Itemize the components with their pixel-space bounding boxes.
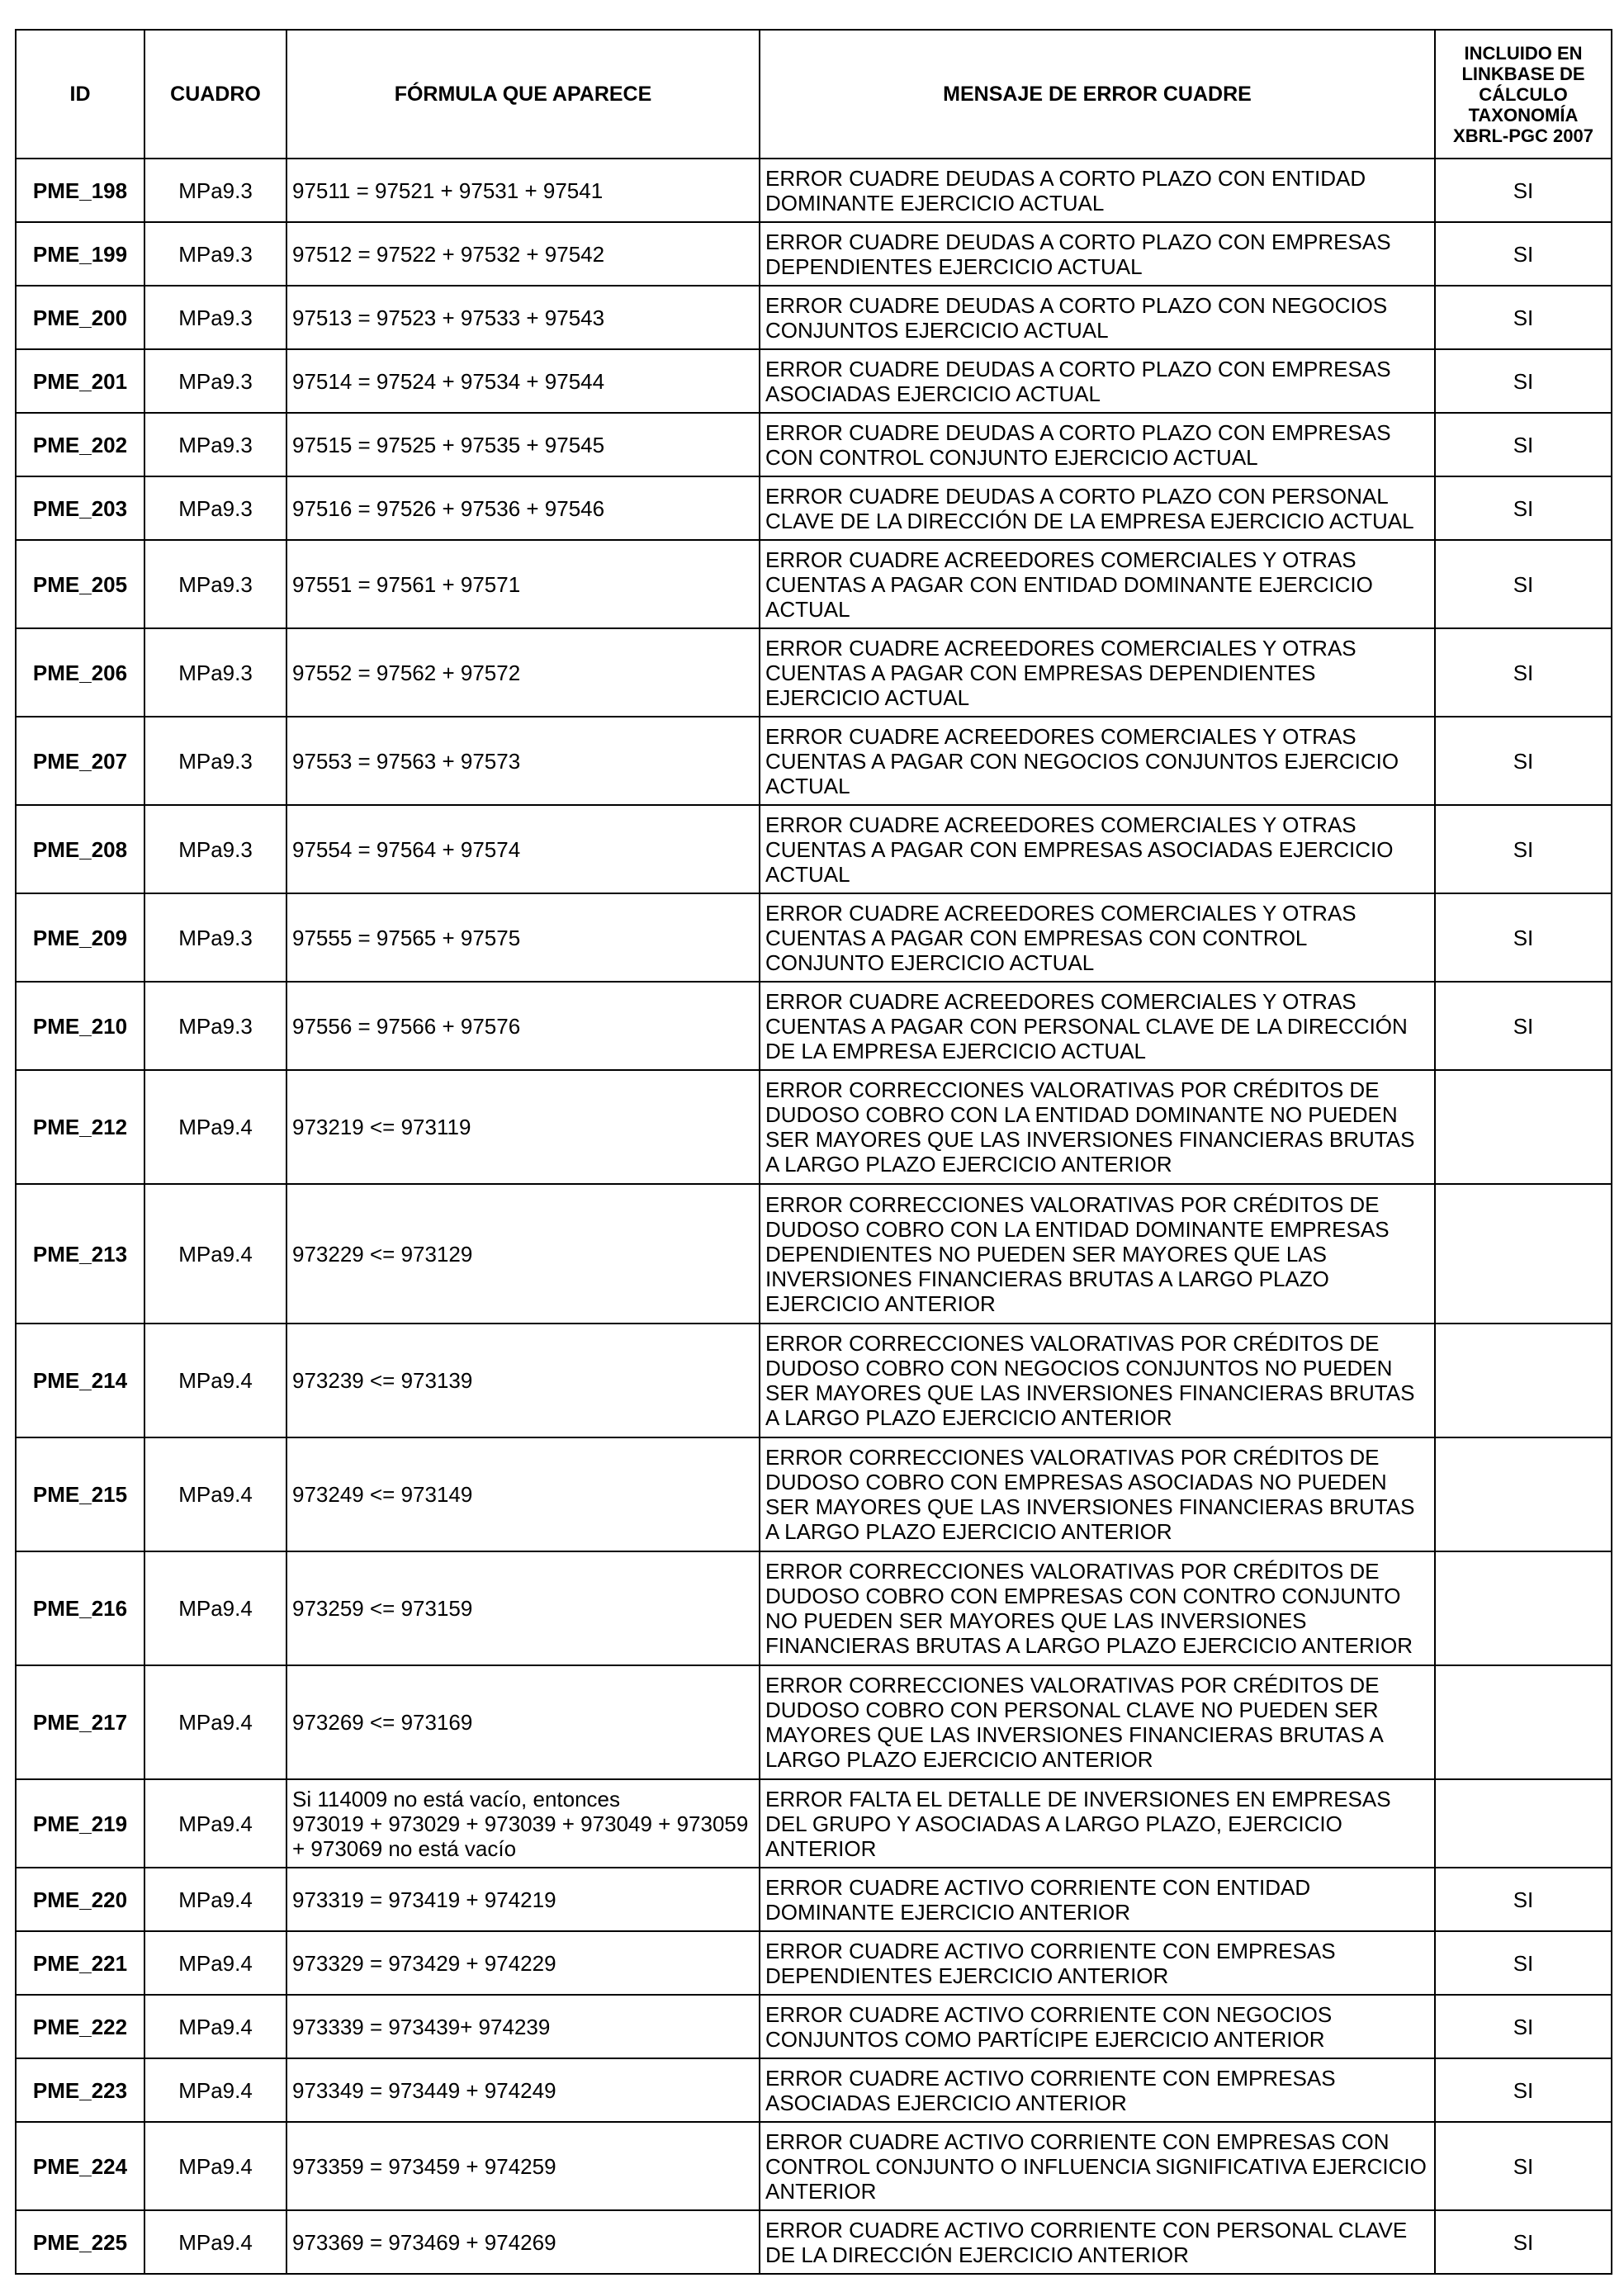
rule-error-message: ERROR CUADRE ACTIVO CORRIENTE CON ENTIDAD DOMINANTE EJERCICIO ANTERIOR <box>760 1868 1435 1931</box>
rule-included-flag: SI <box>1435 1995 1612 2058</box>
rule-error-message: ERROR CUADRE ACREEDORES COMERCIALES Y OTRAS CUENTAS A PAGAR CON EMPRESAS DEPENDIENTES EJERCICIO ACTUAL <box>760 628 1435 717</box>
formula-line: 97551 = 97561 + 97571 <box>292 571 521 597</box>
formula-line: 97553 = 97563 + 97573 <box>292 748 521 774</box>
rule-formula <box>286 1437 760 1551</box>
rule-included-flag: SI <box>1435 413 1612 476</box>
rule-included-flag: SI <box>1435 222 1612 286</box>
formula-line: 97512 = 97522 + 97532 + 97542 <box>292 241 605 267</box>
rule-formula <box>286 286 760 349</box>
rule-cuadro: MPa9.3 <box>144 222 286 286</box>
header-incluido: INCLUIDO EN LINKBASE DE CÁLCULO TAXONOMÍA XBRL-PGC 2007 <box>1435 30 1612 159</box>
rule-included-flag: SI <box>1435 2122 1612 2210</box>
rule-id: PME_224 <box>16 2122 144 2210</box>
header-cuadro: CUADRO <box>144 30 286 159</box>
rule-id: PME_215 <box>16 1437 144 1551</box>
rule-formula <box>286 2210 760 2274</box>
rule-error-message: ERROR CORRECCIONES VALORATIVAS POR CRÉDITOS DE DUDOSO COBRO CON NEGOCIOS CONJUNTOS NO PUEDEN SER MAYORES QUE LAS INVERSIONES FINANCIERAS BRUTAS A LARGO PLAZO EJERCICIO ANTERIOR <box>760 1324 1435 1437</box>
rule-formula <box>286 628 760 717</box>
rule-included-flag <box>1435 1437 1612 1551</box>
rule-formula <box>286 1868 760 1931</box>
table-row <box>16 2058 1612 2122</box>
rule-formula <box>286 1931 760 1995</box>
rule-cuadro: MPa9.4 <box>144 1995 286 2058</box>
formula-line: 973019 + 973029 + 973039 + 973049 + 973059 + 973069 no está vacío <box>292 1811 749 1861</box>
rule-formula <box>286 1070 760 1184</box>
rule-id: PME_223 <box>16 2058 144 2122</box>
rule-id: PME_202 <box>16 413 144 476</box>
rule-error-message: ERROR CUADRE ACREEDORES COMERCIALES Y OTRAS CUENTAS A PAGAR CON EMPRESAS CON CONTROL CONJUNTO EJERCICIO ACTUAL <box>760 893 1435 982</box>
formula-line: 973319 = 973419 + 974219 <box>292 1887 556 1912</box>
rule-cuadro: MPa9.3 <box>144 476 286 540</box>
formula-line: 973249 <= 973149 <box>292 1482 473 1507</box>
header-mensaje: MENSAJE DE ERROR CUADRE <box>760 30 1435 159</box>
rule-formula <box>286 805 760 893</box>
rule-included-flag <box>1435 1551 1612 1665</box>
rule-formula <box>286 159 760 222</box>
rule-included-flag: SI <box>1435 893 1612 982</box>
rule-cuadro: MPa9.4 <box>144 1931 286 1995</box>
rule-cuadro: MPa9.3 <box>144 286 286 349</box>
rule-cuadro: MPa9.3 <box>144 540 286 628</box>
rule-id: PME_203 <box>16 476 144 540</box>
rule-formula <box>286 476 760 540</box>
formula-line: 973359 = 973459 + 974259 <box>292 2153 556 2179</box>
formula-line: 973259 <= 973159 <box>292 1596 473 1621</box>
rule-cuadro: MPa9.4 <box>144 2058 286 2122</box>
rule-id: PME_199 <box>16 222 144 286</box>
table-row <box>16 540 1612 628</box>
rule-error-message: ERROR CUADRE ACTIVO CORRIENTE CON EMPRESAS ASOCIADAS EJERCICIO ANTERIOR <box>760 2058 1435 2122</box>
rule-error-message: ERROR CUADRE DEUDAS A CORTO PLAZO CON NEGOCIOS CONJUNTOS EJERCICIO ACTUAL <box>760 286 1435 349</box>
rule-id: PME_198 <box>16 159 144 222</box>
rule-included-flag: SI <box>1435 2210 1612 2274</box>
rule-cuadro: MPa9.3 <box>144 982 286 1070</box>
rule-cuadro: MPa9.4 <box>144 1324 286 1437</box>
rule-id: PME_214 <box>16 1324 144 1437</box>
rule-formula <box>286 222 760 286</box>
rule-formula <box>286 893 760 982</box>
rule-cuadro: MPa9.4 <box>144 1868 286 1931</box>
rule-error-message: ERROR CUADRE DEUDAS A CORTO PLAZO CON PERSONAL CLAVE DE LA DIRECCIÓN DE LA EMPRESA EJERCICIO ACTUAL <box>760 476 1435 540</box>
rule-cuadro: MPa9.4 <box>144 2122 286 2210</box>
table-row <box>16 628 1612 717</box>
rule-formula <box>286 413 760 476</box>
rule-error-message: ERROR CORRECCIONES VALORATIVAS POR CRÉDITOS DE DUDOSO COBRO CON EMPRESAS CON CONTRO CONJUNTO NO PUEDEN SER MAYORES QUE LAS INVERSIONES FINANCIERAS BRUTAS A LARGO PLAZO EJERCICIO ANTERIOR <box>760 1551 1435 1665</box>
rule-cuadro: MPa9.4 <box>144 1070 286 1184</box>
table-row <box>16 1868 1612 1931</box>
table-row <box>16 717 1612 805</box>
rule-cuadro: MPa9.3 <box>144 893 286 982</box>
formula-line: 973329 = 973429 + 974229 <box>292 1950 556 1976</box>
table-row <box>16 1665 1612 1779</box>
rule-id: PME_213 <box>16 1184 144 1324</box>
table-row <box>16 805 1612 893</box>
rule-error-message: ERROR CUADRE ACTIVO CORRIENTE CON EMPRESAS CON CONTROL CONJUNTO O INFLUENCIA SIGNIFICATIVA EJERCICIO ANTERIOR <box>760 2122 1435 2210</box>
rule-included-flag: SI <box>1435 349 1612 413</box>
rule-error-message: ERROR CUADRE DEUDAS A CORTO PLAZO CON EMPRESAS ASOCIADAS EJERCICIO ACTUAL <box>760 349 1435 413</box>
formula-line: 97511 = 97521 + 97531 + 97541 <box>292 178 604 203</box>
rule-id: PME_205 <box>16 540 144 628</box>
table-row <box>16 893 1612 982</box>
rule-formula <box>286 982 760 1070</box>
rule-id: PME_208 <box>16 805 144 893</box>
rule-error-message: ERROR CUADRE ACTIVO CORRIENTE CON NEGOCIOS CONJUNTOS COMO PARTÍCIPE EJERCICIO ANTERIOR <box>760 1995 1435 2058</box>
formula-line: 97516 = 97526 + 97536 + 97546 <box>292 495 605 521</box>
rule-cuadro: MPa9.3 <box>144 805 286 893</box>
rule-id: PME_216 <box>16 1551 144 1665</box>
rule-included-flag: SI <box>1435 717 1612 805</box>
table-row <box>16 476 1612 540</box>
table-row <box>16 2122 1612 2210</box>
rule-included-flag: SI <box>1435 1868 1612 1931</box>
table-row <box>16 349 1612 413</box>
rule-cuadro: MPa9.3 <box>144 349 286 413</box>
rule-cuadro: MPa9.4 <box>144 1551 286 1665</box>
rule-error-message: ERROR CUADRE ACREEDORES COMERCIALES Y OTRAS CUENTAS A PAGAR CON NEGOCIOS CONJUNTOS EJERCICIO ACTUAL <box>760 717 1435 805</box>
formula-line: 97514 = 97524 + 97534 + 97544 <box>292 368 605 394</box>
rule-cuadro: MPa9.4 <box>144 1184 286 1324</box>
header-row <box>16 30 1612 159</box>
formula-line: 973369 = 973469 + 974269 <box>292 2229 556 2255</box>
rule-error-message: ERROR FALTA EL DETALLE DE INVERSIONES EN EMPRESAS DEL GRUPO Y ASOCIADAS A LARGO PLAZO, EJERCICIO ANTERIOR <box>760 1779 1435 1868</box>
rule-cuadro: MPa9.3 <box>144 413 286 476</box>
formula-line: 973229 <= 973129 <box>292 1241 473 1267</box>
table-row <box>16 1070 1612 1184</box>
rule-error-message: ERROR CUADRE DEUDAS A CORTO PLAZO CON EMPRESAS DEPENDIENTES EJERCICIO ACTUAL <box>760 222 1435 286</box>
rule-cuadro: MPa9.4 <box>144 2210 286 2274</box>
header-formula: FÓRMULA QUE APARECE <box>286 30 760 159</box>
rule-included-flag: SI <box>1435 805 1612 893</box>
formula-line: 97555 = 97565 + 97575 <box>292 925 521 950</box>
rule-included-flag: SI <box>1435 159 1612 222</box>
formula-line: 97513 = 97523 + 97533 + 97543 <box>292 305 605 330</box>
rule-error-message: ERROR CORRECCIONES VALORATIVAS POR CRÉDITOS DE DUDOSO COBRO CON PERSONAL CLAVE NO PUEDEN SER MAYORES QUE LAS INVERSIONES FINANCIERAS BRUTAS A LARGO PLAZO EJERCICIO ANTERIOR <box>760 1665 1435 1779</box>
table-row <box>16 413 1612 476</box>
rule-formula <box>286 540 760 628</box>
rule-id: PME_225 <box>16 2210 144 2274</box>
formula-line: 97552 = 97562 + 97572 <box>292 660 521 685</box>
rule-error-message: ERROR CUADRE ACREEDORES COMERCIALES Y OTRAS CUENTAS A PAGAR CON PERSONAL CLAVE DE LA DIRECCIÓN DE LA EMPRESA EJERCICIO ACTUAL <box>760 982 1435 1070</box>
rule-included-flag: SI <box>1435 286 1612 349</box>
header-id: ID <box>16 30 144 159</box>
rule-cuadro: MPa9.3 <box>144 717 286 805</box>
rule-cuadro: MPa9.4 <box>144 1665 286 1779</box>
rule-included-flag: SI <box>1435 982 1612 1070</box>
table-row <box>16 1779 1612 1868</box>
formula-line: 97515 = 97525 + 97535 + 97545 <box>292 432 605 457</box>
rule-error-message: ERROR CUADRE ACTIVO CORRIENTE CON EMPRESAS DEPENDIENTES EJERCICIO ANTERIOR <box>760 1931 1435 1995</box>
rule-id: PME_219 <box>16 1779 144 1868</box>
rule-formula <box>286 717 760 805</box>
formula-line: 973269 <= 973169 <box>292 1710 473 1735</box>
rule-included-flag <box>1435 1070 1612 1184</box>
table-row <box>16 1995 1612 2058</box>
rule-error-message: ERROR CORRECCIONES VALORATIVAS POR CRÉDITOS DE DUDOSO COBRO CON LA ENTIDAD DOMINANTE NO PUEDEN SER MAYORES QUE LAS INVERSIONES FINANCIERAS BRUTAS A LARGO PLAZO EJERCICIO ANTERIOR <box>760 1070 1435 1184</box>
rule-cuadro: MPa9.4 <box>144 1779 286 1868</box>
rule-formula <box>286 1184 760 1324</box>
rule-cuadro: MPa9.3 <box>144 628 286 717</box>
table-row <box>16 1324 1612 1437</box>
formula-line: 973349 = 973449 + 974249 <box>292 2077 556 2103</box>
formula-line: 97556 = 97566 + 97576 <box>292 1013 521 1039</box>
rule-included-flag <box>1435 1779 1612 1868</box>
rule-id: PME_222 <box>16 1995 144 2058</box>
rule-error-message: ERROR CORRECCIONES VALORATIVAS POR CRÉDITOS DE DUDOSO COBRO CON LA ENTIDAD DOMINANTE EMPRESAS DEPENDIENTES NO PUEDEN SER MAYORES QUE LAS INVERSIONES FINANCIERAS BRUTAS A LARGO PLAZO EJERCICIO ANTERIOR <box>760 1184 1435 1324</box>
rule-error-message: ERROR CUADRE ACTIVO CORRIENTE CON PERSONAL CLAVE DE LA DIRECCIÓN EJERCICIO ANTERIOR <box>760 2210 1435 2274</box>
rule-included-flag <box>1435 1324 1612 1437</box>
table-row <box>16 1437 1612 1551</box>
table-body <box>16 159 1612 2274</box>
rule-id: PME_200 <box>16 286 144 349</box>
rule-error-message: ERROR CUADRE DEUDAS A CORTO PLAZO CON ENTIDAD DOMINANTE EJERCICIO ACTUAL <box>760 159 1435 222</box>
rule-id: PME_220 <box>16 1868 144 1931</box>
rule-id: PME_217 <box>16 1665 144 1779</box>
rule-formula <box>286 2058 760 2122</box>
rule-included-flag: SI <box>1435 540 1612 628</box>
rule-formula <box>286 1551 760 1665</box>
table-row <box>16 2210 1612 2274</box>
table-row <box>16 159 1612 222</box>
formula-line: 973219 <= 973119 <box>292 1115 471 1139</box>
rule-id: PME_221 <box>16 1931 144 1995</box>
rule-error-message: ERROR CUADRE ACREEDORES COMERCIALES Y OTRAS CUENTAS A PAGAR CON ENTIDAD DOMINANTE EJERCICIO ACTUAL <box>760 540 1435 628</box>
formula-line: 973339 = 973439+ 974239 <box>292 2014 551 2039</box>
validation-rules-table <box>15 29 1612 2275</box>
rule-cuadro: MPa9.3 <box>144 159 286 222</box>
table-row <box>16 1551 1612 1665</box>
rule-id: PME_201 <box>16 349 144 413</box>
rule-id: PME_206 <box>16 628 144 717</box>
rule-id: PME_212 <box>16 1070 144 1184</box>
rule-cuadro: MPa9.4 <box>144 1437 286 1551</box>
rule-included-flag: SI <box>1435 628 1612 717</box>
rule-error-message: ERROR CORRECCIONES VALORATIVAS POR CRÉDITOS DE DUDOSO COBRO CON EMPRESAS ASOCIADAS NO PUEDEN SER MAYORES QUE LAS INVERSIONES FINANCIERAS BRUTAS A LARGO PLAZO EJERCICIO ANTERIOR <box>760 1437 1435 1551</box>
formula-line: 97554 = 97564 + 97574 <box>292 836 521 862</box>
rule-id: PME_207 <box>16 717 144 805</box>
formula-line: Si 114009 no está vacío, entonces <box>292 1786 621 1811</box>
table-row <box>16 982 1612 1070</box>
rule-included-flag <box>1435 1665 1612 1779</box>
formula-line: 973239 <= 973139 <box>292 1368 473 1393</box>
rule-included-flag: SI <box>1435 2058 1612 2122</box>
rule-error-message: ERROR CUADRE DEUDAS A CORTO PLAZO CON EMPRESAS CON CONTROL CONJUNTO EJERCICIO ACTUAL <box>760 413 1435 476</box>
rule-formula <box>286 1665 760 1779</box>
table-row <box>16 1931 1612 1995</box>
rule-formula <box>286 349 760 413</box>
rule-error-message: ERROR CUADRE ACREEDORES COMERCIALES Y OTRAS CUENTAS A PAGAR CON EMPRESAS ASOCIADAS EJERCICIO ACTUAL <box>760 805 1435 893</box>
rule-included-flag <box>1435 1184 1612 1324</box>
rule-formula <box>286 1995 760 2058</box>
rule-formula <box>286 1324 760 1437</box>
rule-included-flag: SI <box>1435 476 1612 540</box>
table-row <box>16 222 1612 286</box>
rule-formula <box>286 1779 760 1868</box>
table-row <box>16 1184 1612 1324</box>
table-row <box>16 286 1612 349</box>
rule-formula <box>286 2122 760 2210</box>
rule-included-flag: SI <box>1435 1931 1612 1995</box>
rule-id: PME_210 <box>16 982 144 1070</box>
rule-id: PME_209 <box>16 893 144 982</box>
